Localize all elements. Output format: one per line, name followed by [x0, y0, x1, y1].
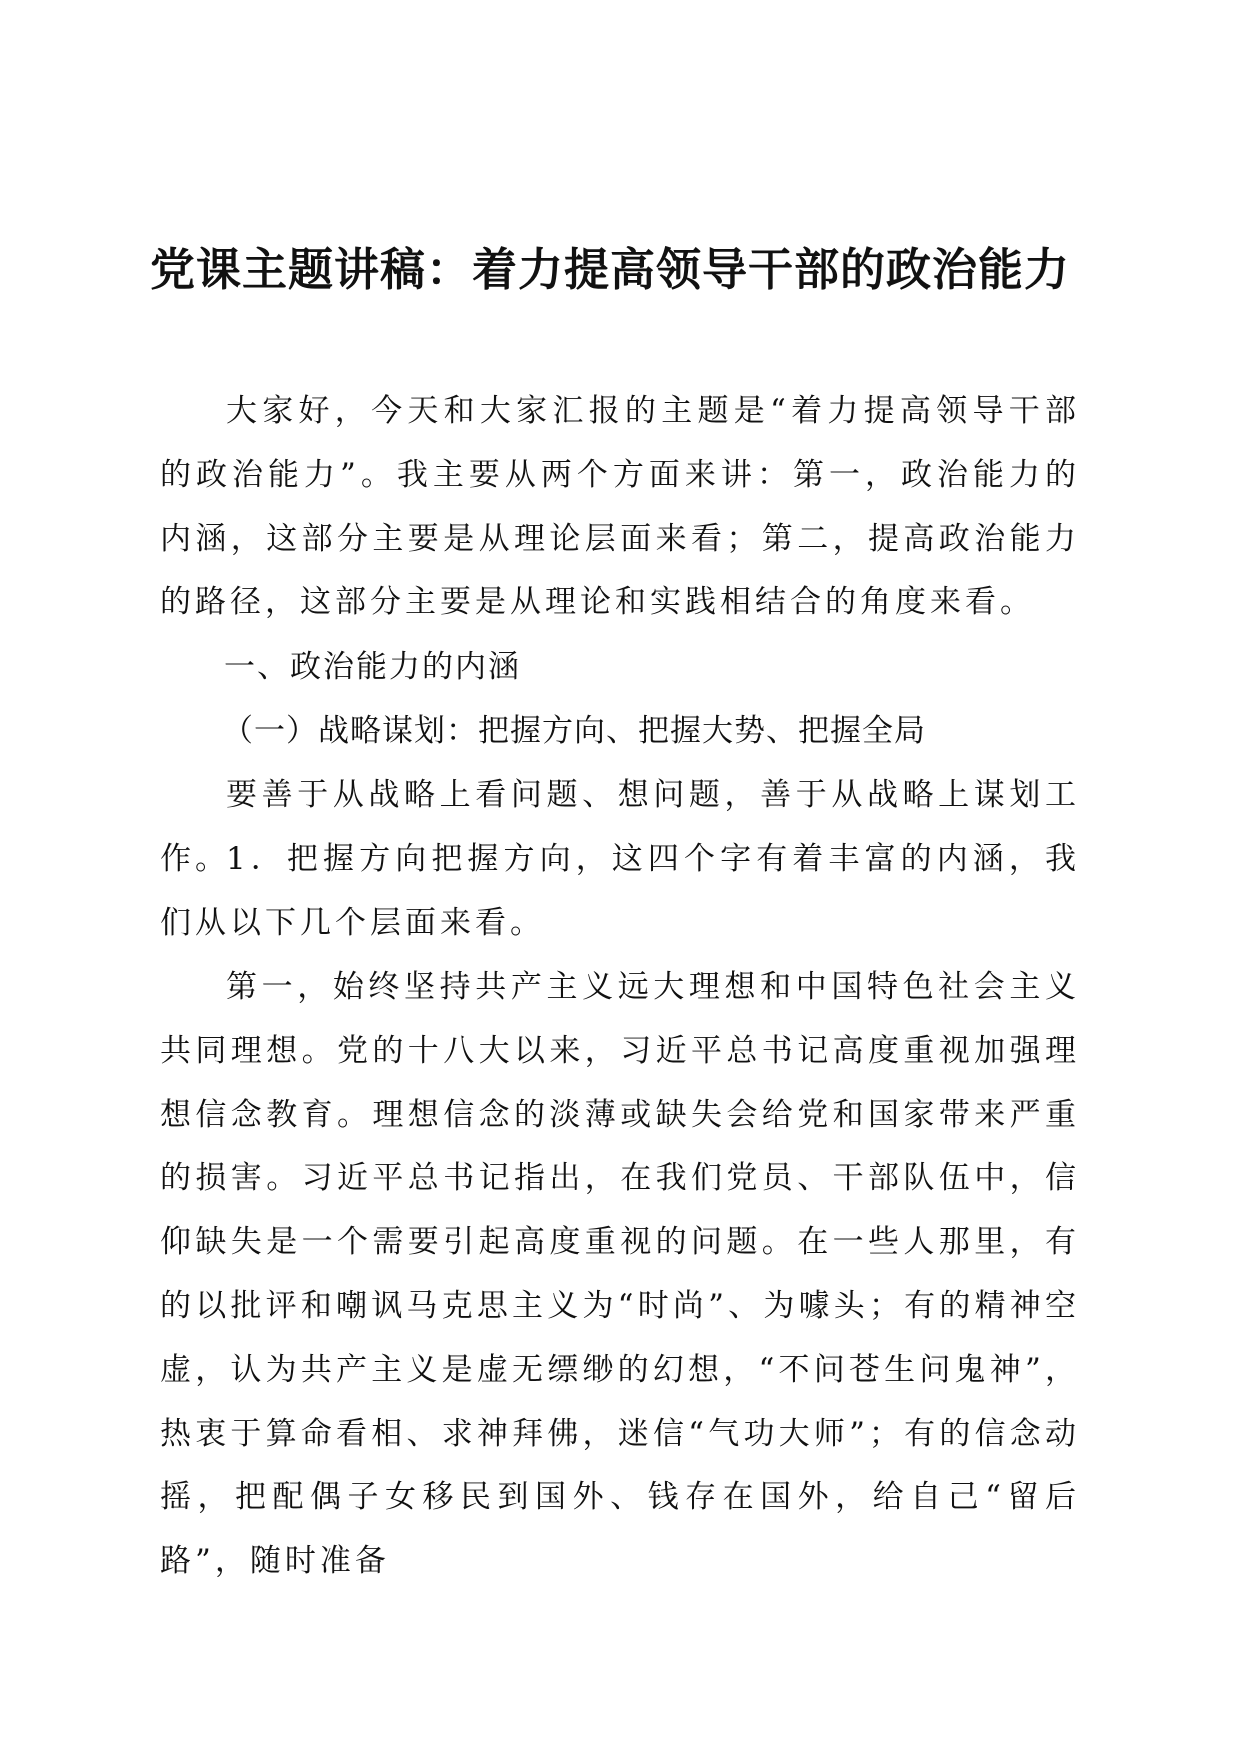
intro-paragraph: 大家好，今天和大家汇报的主题是“着力提高领导干部的政治能力”。我主要从两个方面来讲：第一，政治能力的内涵，这部分主要是从理论层面来看；第二，提高政治能力的路径，这部分主要是从理论和实践相结合的角度来看。 [160, 393, 1080, 621]
point-one-paragraph: 1．把握方向把握方向，这四个字有着丰富的内涵，我们从以下几个层面来看。 [160, 841, 1080, 941]
subsection-intro-paragraph: 要善于从战略上看问题、想问题，善于从战略上谋划工作。 [160, 777, 1080, 877]
document-title: 党课主题讲稿：着力提高领导干部的政治能力 [150, 243, 1071, 296]
section-heading: 一、政治能力的内涵 [224, 649, 521, 685]
subsection-heading: （一）战略谋划：把握方向、把握大势、把握全局 [222, 713, 926, 749]
first-point-paragraph: 第一，始终坚持共产主义远大理想和中国特色社会主义共同理想。党的十八大以来，习近平总书记高度重视加强理想信念教育。理想信念的淡薄或缺失会给党和国家带来严重的损害。习近平总书记指出，在我们党员、干部队伍中，信仰缺失是一个需要引起高度重视的问题。在一些人那里，有的以批评和嘲讽马克思主义为“时尚”、为噱头；有的精神空虚，认为共产主义是虚无缥缈的幻想，“不问苍生问鬼神”，热衷于算命看相、求神拜佛，迷信“气功大师”；有的信念动摇，把配偶子女移民到国外、钱存在国外，给自己“留后路”，随时准备 [160, 969, 1080, 1580]
